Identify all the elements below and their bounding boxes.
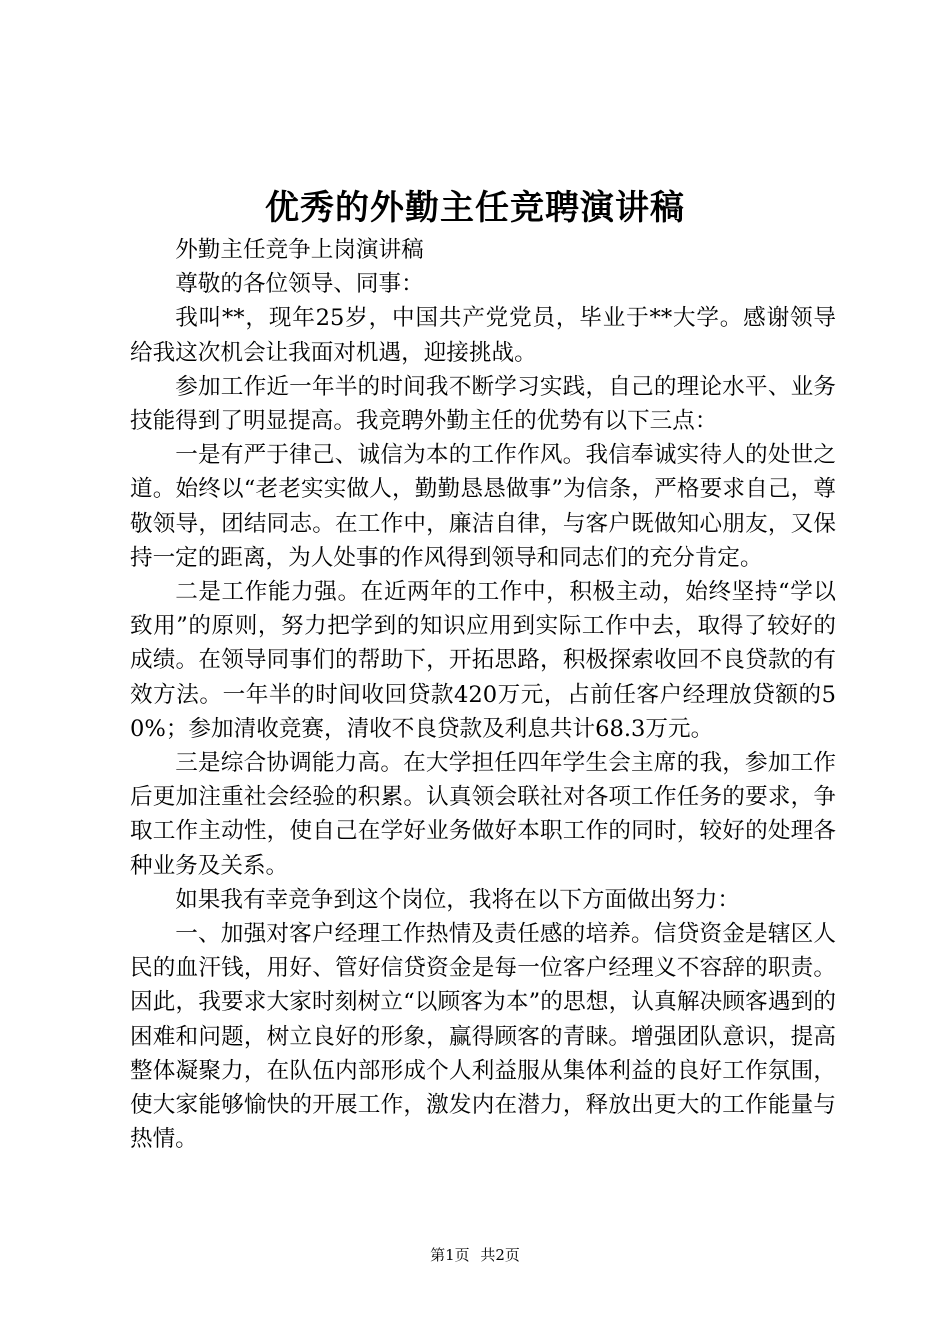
paragraph-plan-1: 一、加强对客户经理工作热情及责任感的培养。信贷资金是辖区人民的血汗钱，用好、管好信贷资金是每一位客户经理义不容辞的职责。因此，我要求大家时刻树立“以顾客为本”的思想，认真解决顾客遇到的困难和问题，树立良好的形象，赢得顾客的青睐。增强团队意识，提高整体凝聚力，在队伍内部形成个人利益服从集体利益的良好工作氛围，使大家能够愉快的开展工作，激发内在潜力，释放出更大的工作能量与热情。 <box>130 921 836 1153</box>
paragraph-salutation: 尊敬的各位领导、同事： <box>175 271 424 298</box>
page-total: 共2页 <box>480 1246 520 1264</box>
paragraph-subtitle: 外勤主任竞争上岗演讲稿 <box>175 237 424 263</box>
paragraph-advantages-intro: 参加工作近一年半的时间我不断学习实践，自己的理论水平、业务技能得到了明显提高。我竞聘外勤主任的优势有以下三点： <box>130 373 836 435</box>
page-number: 第1页 <box>430 1246 470 1264</box>
page-footer <box>0 1244 950 1266</box>
paragraph-plan-intro: 如果我有幸竞争到这个岗位，我将在以下方面做出努力： <box>175 886 741 913</box>
document-title: 优秀的外勤主任竞聘演讲稿 <box>265 188 685 228</box>
document-body <box>130 233 836 1156</box>
paragraph-advantage-3: 三是综合协调能力高。在大学担任四年学生会主席的我，参加工作后更加注重社会经验的积累。认真领会联社对各项工作任务的要求，争取工作主动性，使自己在学好业务做好本职工作的同时，较好的处理各种业务及关系。 <box>130 750 836 879</box>
paragraph-advantage-2: 二是工作能力强。在近两年的工作中，积极主动，始终坚持“学以致用”的原则，努力把学到的知识应用到实际工作中去，取得了较好的成绩。在领导同事们的帮助下，开拓思路，积极探索收回不良贷款的有效方法。一年半的时间收回贷款420万元，占前任客户经理放贷额的50%；参加清收竞赛，清收不良贷款及利息共计68.3万元。 <box>130 579 836 742</box>
paragraph-advantage-1: 一是有严于律己、诚信为本的工作作风。我信奉诚实待人的处世之道。始终以“老老实实做人，勤勤恳恳做事”为信条，严格要求自己，尊敬领导，团结同志。在工作中，廉洁自律，与客户既做知心朋友，又保持一定的距离，为人处事的作风得到领导和同志们的充分肯定。 <box>130 442 836 571</box>
paragraph-introduction: 我叫**，现年25岁，中国共产党党员，毕业于**大学。感谢领导给我这次机会让我面对机遇，迎接挑战。 <box>130 305 836 366</box>
